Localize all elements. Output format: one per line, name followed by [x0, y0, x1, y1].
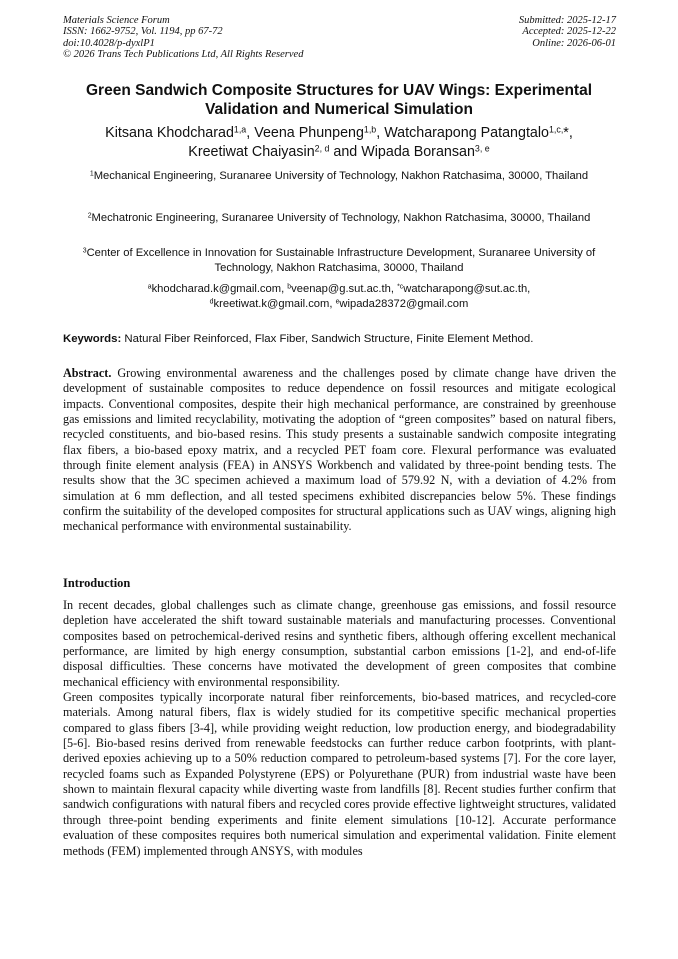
accepted-date: Accepted: 2025-12-22 [522, 26, 616, 38]
affiliation-3: $^3$Center of Excellence in Innovation for Sustainable Infrastructure Development, Suranaree University of Technology, Nakhon Ratchasima, 30000, Thailand [82, 247, 596, 274]
abstract-label: Abstract. [63, 366, 112, 380]
keywords-label: Keywords: [63, 333, 122, 345]
author: Wipada Boransan$^{3, e}$ [361, 143, 490, 160]
email-c[interactable]: watcharapong@sut.ac.th [403, 283, 528, 295]
email-b[interactable]: veenap@g.sut.ac.th [291, 283, 391, 295]
corresponding-author-mark: * [563, 125, 569, 141]
affiliation-2: $^2$Mechatronic Engineering, Suranaree University of Technology, Nakhon Ratchasima, 30000, Thailand [87, 212, 591, 224]
email-e[interactable]: wipada28372@gmail.com [339, 298, 469, 310]
author: Kreetiwat Chaiyasin$^{2, d}$ and [188, 143, 362, 160]
section-heading-introduction: Introduction [63, 576, 131, 590]
introduction-body [63, 598, 616, 859]
dates-header [519, 15, 616, 49]
paragraph: In recent decades, global challenges such as climate change, greenhouse gas emissions, and fossil resource depletion have accelerated the shift toward sustainable materials and manufacturing processes. Conventional composites based on petrochemical-derived resins and synthetic fibers, although offering excellent mechanical performance, are limited by high energy consumption, substantial carbon emissions [1-2], and end-of-life disposal difficulties. These concerns have motivated the development of green composites that combine mechanical efficiency with environmental responsibility. [63, 598, 616, 689]
email-d[interactable]: kreetiwat.k@gmail.com [213, 298, 330, 310]
author: Watcharapong Patangtalo$^{1,c,}$*, [384, 124, 573, 141]
abstract-text: Growing environmental awareness and the challenges posed by climate change have driven the development of sustainable composites to reduce dependence on fossil resources and mitigate ecological impacts. Conventional composites, despite their high mechanical performance, are constrained by greenhouse gas emissions and limited recyclability, motivating the adoption of “green composites” based on natural fibers, recycled constituents, and bio-based resins. This study presents a sustainable sandwich composite integrating flax fibers, a bio-based epoxy matrix, and a recycled PET foam core. Flexural performance was evaluated through finite element analysis (FEA) in ANSYS Workbench and validated by three-point bending tests. The results show that the 3C specimen achieved a maximum load of 579.92 N, with a deviation of 4.2% from simulation at 6 mm deflection, and all tested specimens exhibited discrepancies below 5%. These findings confirm the suitability of the developed composites for structural applications such as UAV wings, aligning high mechanical performance with environmental sustainability. [63, 366, 617, 534]
journal-copyright: © 2026 Trans Tech Publications Ltd, All Rights Reserved [63, 49, 304, 61]
author-emails: $^a$khodcharad.k@gmail.com, $^b$veenap@g.sut.ac.th, $^{*c}$watcharapong@sut.ac.th, $^d$kreetiwat.k@gmail.com, $^e$wipada28372@gmail.com [147, 283, 531, 310]
journal-doi[interactable]: doi:10.4028/p-dyxlP1 [63, 37, 155, 49]
journal-name: Materials Science Forum [63, 15, 170, 26]
author-list [60, 124, 618, 162]
paragraph: Green composites typically incorporate natural fiber reinforcements, bio-based matrices, and recycled-core materials. Among natural fibers, flax is widely studied for its competitive specific mechanical properties compared to glass fibers [3-4], while providing weight reduction, low production energy, and biodegradability [5-6]. Bio-based resins derived from renewable feedstocks can further reduce carbon footprints, with plant-derived epoxies achieving up to a 50% reduction compared to petroleum-based systems [7]. For the core layer, recycled foams such as Expanded Polystyrene (EPS) or Polyurethane (PUR) from industrial waste have been shown to maintain flexural capacity while diverting waste from landfills [8]. Recent studies further confirm that sandwich configurations with natural fibers and recycled cores provide effective lightweight structures, validated through three-point bending experiments and finite element simulations [10-12]. Accurate performance evaluation of these composites requires both numerical simulation and experimental validation. Finite element methods (FEM) implemented through ANSYS, with modules [63, 690, 616, 858]
paper-title: Green Sandwich Composite Structures for UAV Wings: Experimental Validation and Numerical Simulation [86, 82, 592, 118]
author: Veena Phunpeng$^{1,b}$, [254, 124, 385, 141]
journal-issn: ISSN: 1662-9752, Vol. 1194, pp 67-72 [63, 26, 223, 38]
journal-header [63, 15, 303, 61]
keywords-text: Natural Fiber Reinforced, Flax Fiber, Sandwich Structure, Finite Element Method. [124, 333, 534, 345]
keywords [63, 332, 616, 347]
online-date: Online: 2026-06-01 [532, 37, 616, 49]
abstract [63, 366, 616, 535]
author: Kitsana Khodcharad$^{1,a}$, [105, 124, 255, 141]
email-a[interactable]: khodcharad.k@gmail.com [151, 283, 282, 295]
submitted-date: Submitted: 2025-12-17 [518, 15, 616, 26]
affiliation-1: $^1$Mechanical Engineering, Suranaree University of Technology, Nakhon Ratchasima, 30000, Thailand [89, 170, 589, 182]
